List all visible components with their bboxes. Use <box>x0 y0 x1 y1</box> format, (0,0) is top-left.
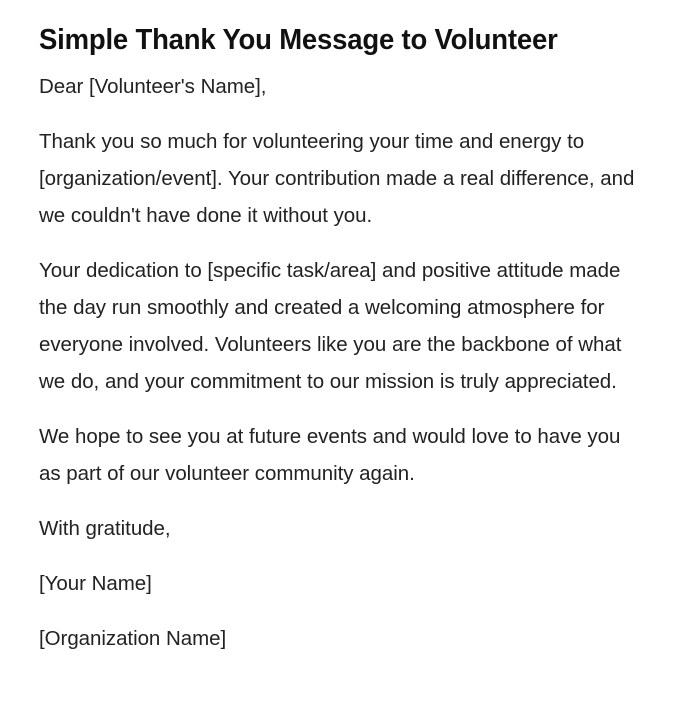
paragraph-thanks: Thank you so much for volunteering your time and energy to [organization/event]. Your contribution made a real difference, and we couldn't have done it without you. <box>39 130 635 227</box>
page-title: Simple Thank You Message to Volunteer <box>39 24 558 56</box>
paragraph-sender-name: [Your Name] <box>39 572 152 595</box>
paragraph-future-events: We hope to see you at future events and would love to have you as part of our volunteer community again. <box>39 425 621 485</box>
paragraph-closing: With gratitude, <box>39 517 171 540</box>
paragraph-dedication: Your dedication to [specific task/area] and positive attitude made the day run smoothly and created a welcoming atmosphere for everyone involved. Volunteers like you are the backbone of what we do, and your commitment to our mission is truly appreciated. <box>39 259 622 393</box>
paragraph-organization: [Organization Name] <box>39 627 227 650</box>
paragraph-salutation: Dear [Volunteer's Name], <box>39 75 267 98</box>
document-body <box>39 68 636 657</box>
